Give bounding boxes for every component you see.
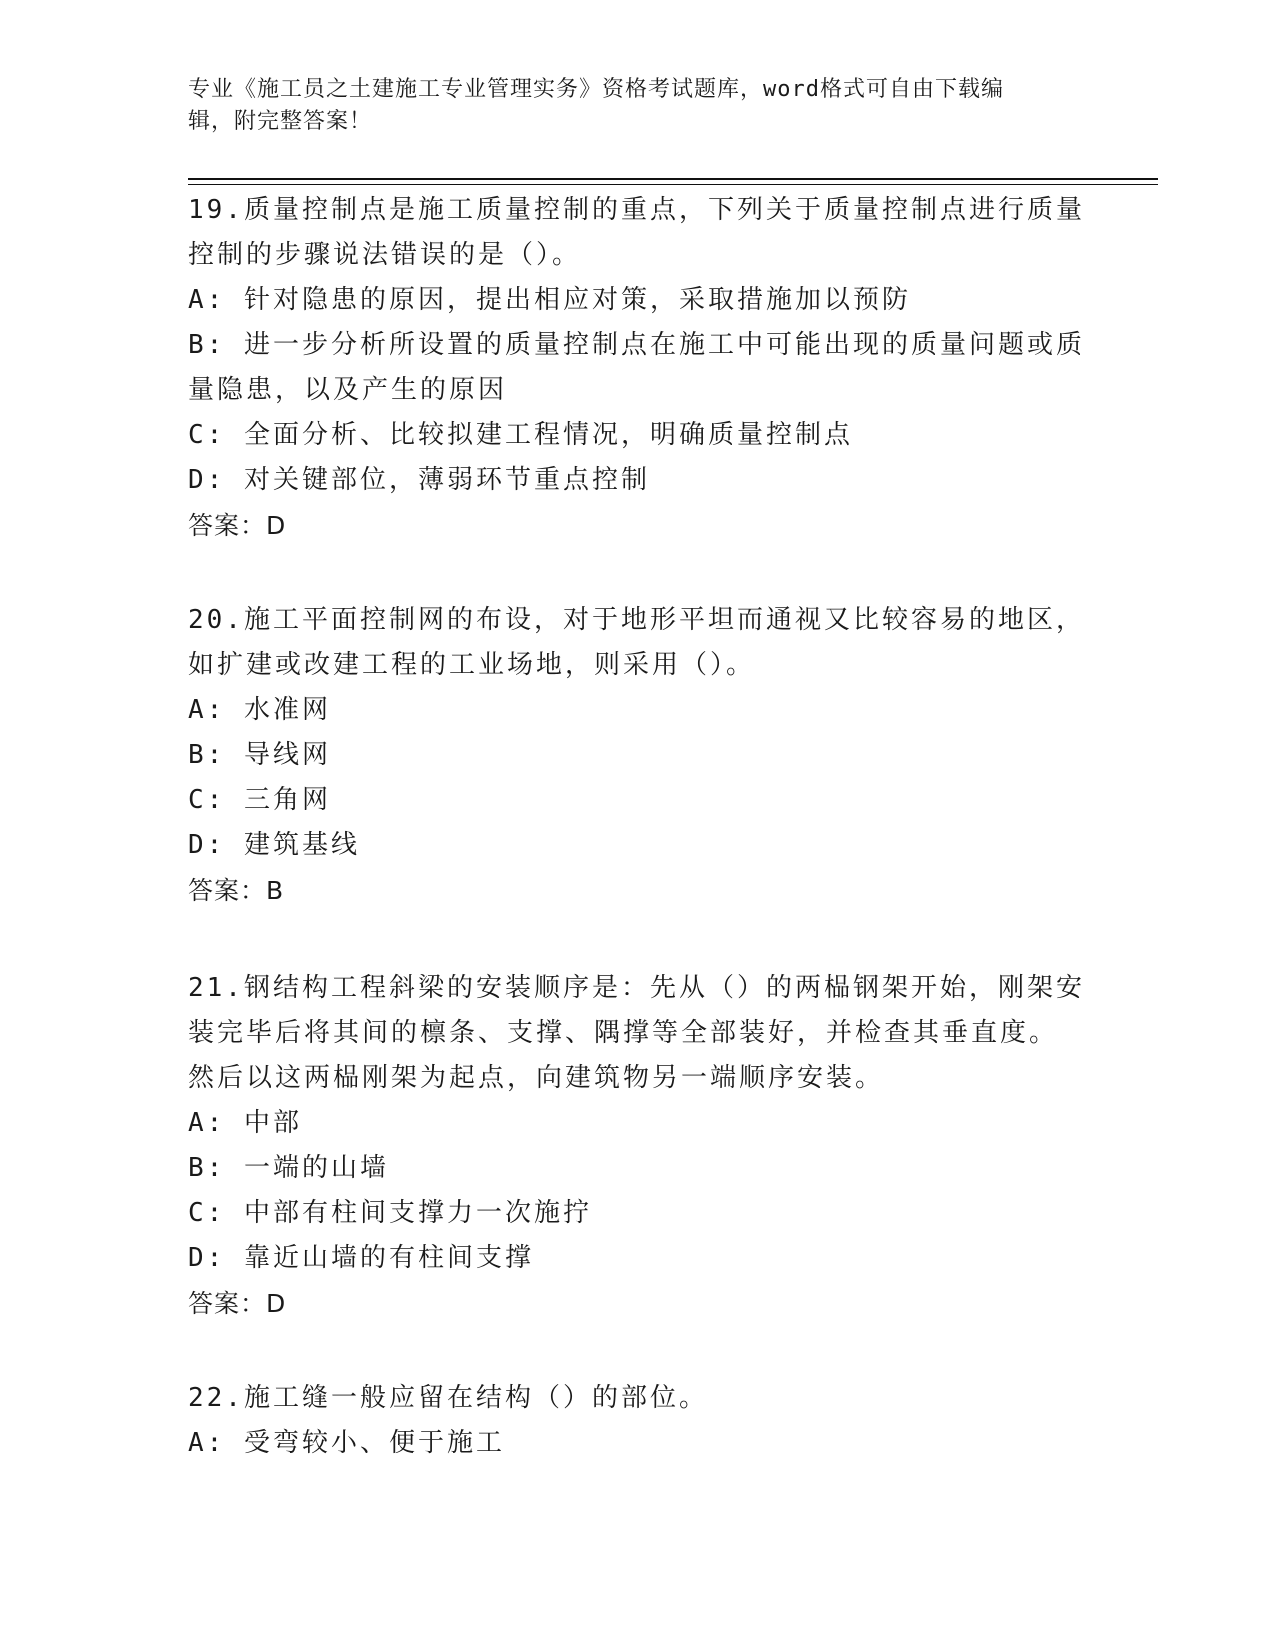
option-b: B: 一端的山墙 [188, 1153, 389, 1183]
question-stem: 控制的步骤说法错误的是（）。 [188, 240, 582, 270]
option-d: D: 建筑基线 [188, 830, 360, 860]
answer-line: 答案：D [188, 511, 287, 540]
option-a: A: 中部 [188, 1108, 302, 1138]
document-header [188, 74, 1068, 138]
option-c: C: 中部有柱间支撑力一次施拧 [188, 1198, 592, 1228]
header-intro-line: 辑，附完整答案！ [188, 109, 373, 134]
option-a: A: 水准网 [188, 695, 331, 725]
option-c: C: 全面分析、比较拟建工程情况，明确质量控制点 [188, 420, 853, 450]
question-20 [188, 598, 1088, 913]
option-b: 量隐患，以及产生的原因 [188, 375, 508, 405]
option-b: B: 导线网 [188, 740, 331, 770]
question-19 [188, 188, 1088, 548]
question-22 [188, 1376, 1088, 1466]
option-a: A: 针对隐患的原因，提出相应对策，采取措施加以预防 [188, 285, 911, 315]
option-d: D: 靠近山墙的有柱间支撑 [188, 1243, 534, 1273]
option-b: B: 进一步分析所设置的质量控制点在施工中可能出现的质量问题或质 [188, 330, 1085, 360]
option-c: C: 三角网 [188, 785, 331, 815]
question-stem: 装完毕后将其间的檩条、支撑、隅撑等全部装好，并检查其垂直度。 [188, 1018, 1059, 1048]
answer-line: 答案：B [188, 876, 285, 905]
question-stem: 19.质量控制点是施工质量控制的重点，下列关于质量控制点进行质量 [188, 195, 1085, 225]
question-stem: 20.施工平面控制网的布设，对于地形平坦而通视又比较容易的地区， [188, 605, 1085, 635]
question-stem: 22.施工缝一般应留在结构（）的部位。 [188, 1383, 708, 1413]
header-intro-line: 专业《施工员之土建施工专业管理实务》资格考试题库，word格式可自由下载编 [188, 77, 1004, 102]
header-divider-thick [188, 178, 1158, 180]
header-divider-thin [188, 184, 1158, 185]
option-d: D: 对关键部位，薄弱环节重点控制 [188, 465, 650, 495]
answer-line: 答案：D [188, 1289, 287, 1318]
question-stem: 21.钢结构工程斜梁的安装顺序是：先从（）的两榀钢架开始，刚架安 [188, 973, 1085, 1003]
option-a: A: 受弯较小、便于施工 [188, 1428, 505, 1458]
question-stem: 如扩建或改建工程的工业场地，则采用（）。 [188, 650, 756, 680]
question-21 [188, 966, 1088, 1326]
question-stem: 然后以这两榀刚架为起点，向建筑物另一端顺序安装。 [188, 1063, 885, 1093]
